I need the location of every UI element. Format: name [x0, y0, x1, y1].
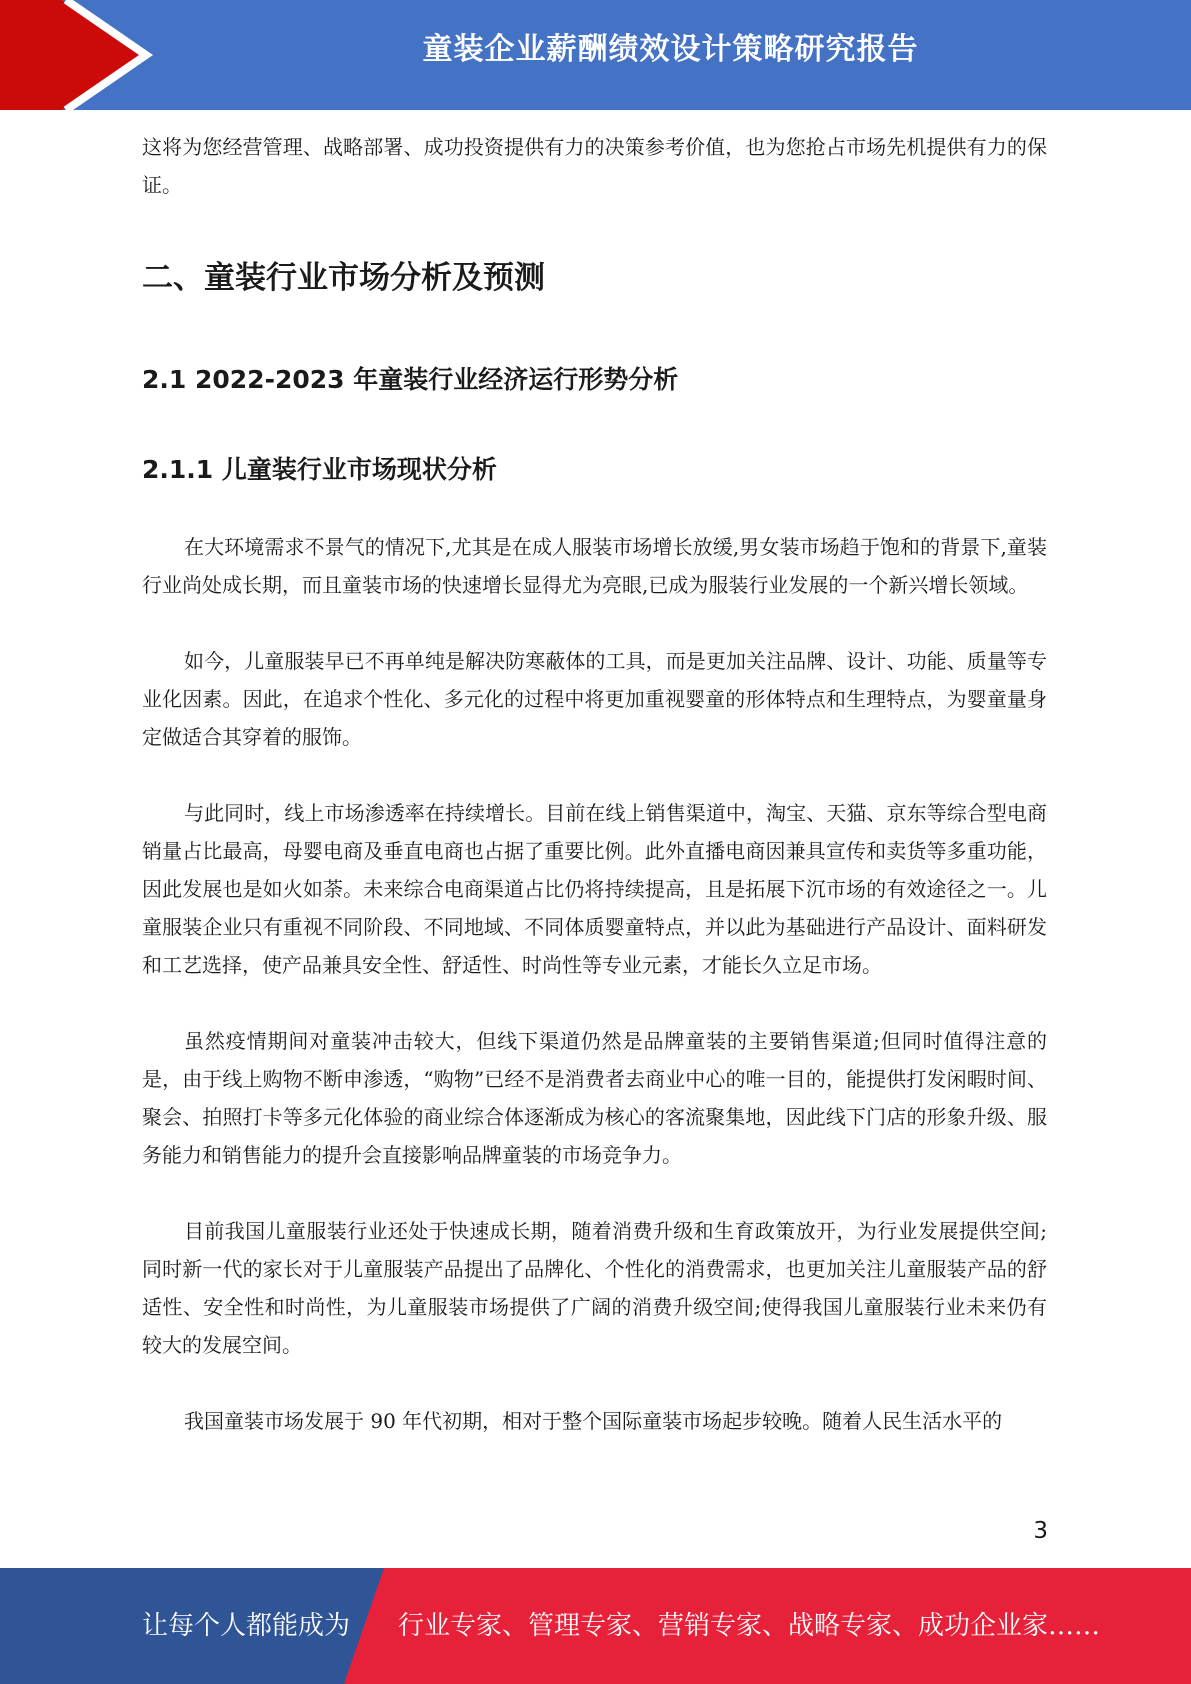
- section-heading: 二、童装行业市场分析及预测: [142, 260, 545, 296]
- page-number: 3: [1033, 1518, 1048, 1544]
- footer-slogan-right: 行业专家、管理专家、营销专家、战略专家、成功企业家……: [398, 1611, 1101, 1641]
- body-paragraph: 目前我国儿童服装行业还处于快速成长期，随着消费升级和生育政策放开，为行业发展提供空间;同时新一代的家长对于儿童服装产品提出了品牌化、个性化的消费需求，也更加关注儿童服装产品的舒适性、安全性和时尚性，为儿童服装市场提供了广阔的消费升级空间;使得我国儿童服装行业未来仍有较大的发展空间。: [142, 1219, 1047, 1357]
- body-paragraph: 与此同时，线上市场渗透率在持续增长。目前在线上销售渠道中，淘宝、天猫、京东等综合型电商销量占比最高，母婴电商及垂直电商也占据了重要比例。此外直播电商因兼具宣传和卖货等多重功能，因此发展也是如火如荼。未来综合电商渠道占比仍将持续提高，且是拓展下沉市场的有效途径之一。儿童服装企业只有重视不同阶段、不同地域、不同体质婴童特点，并以此为基础进行产品设计、面料研发和工艺选择，使产品兼具安全性、舒适性、时尚性等专业元素，才能长久立足市场。: [142, 801, 1047, 977]
- page-footer: [0, 1568, 1191, 1684]
- page-header: [0, 0, 1191, 110]
- subsubsection-heading: 2.1.1 儿童装行业市场现状分析: [142, 455, 497, 484]
- intro-block: [142, 128, 1047, 204]
- intro-paragraph: 这将为您经营管理、战略部署、成功投资提供有力的决策参考价值，也为您抢占市场先机提供有力的保证。: [142, 135, 1047, 197]
- body-text: [142, 528, 1047, 1440]
- report-title: 童装企业薪酬绩效设计策略研究报告: [422, 32, 919, 67]
- arrow-decoration-icon: [0, 0, 160, 110]
- body-paragraph: 虽然疫情期间对童装冲击较大，但线下渠道仍然是品牌童装的主要销售渠道;但同时值得注意的是，由于线上购物不断申渗透，“购物”已经不是消费者去商业中心的唯一目的，能提供打发闲暇时间、聚会、拍照打卡等多元化体验的商业综合体逐渐成为核心的客流聚集地，因此线下门店的形象升级、服务能力和销售能力的提升会直接影响品牌童装的市场竞争力。: [142, 1029, 1047, 1167]
- body-paragraph: 我国童装市场发展于 90 年代初期，相对于整个国际童装市场起步较晚。随着人民生活水平的: [184, 1409, 1003, 1433]
- body-paragraph: 在大环境需求不景气的情况下,尤其是在成人服装市场增长放缓,男女装市场趋于饱和的背景下,童装行业尚处成长期，而且童装市场的快速增长显得尤为亮眼,已成为服装行业发展的一个新兴增长领域。: [142, 535, 1047, 597]
- body-paragraph: 如今，儿童服装早已不再单纯是解决防寒蔽体的工具，而是更加关注品牌、设计、功能、质量等专业化因素。因此，在追求个性化、多元化的过程中将更加重视婴童的形体特点和生理特点，为婴童量身定做适合其穿着的服饰。: [142, 649, 1047, 749]
- footer-slogan-left: 让每个人都能成为: [142, 1611, 351, 1641]
- subsection-heading: 2.1 2022-2023 年童装行业经济运行形势分析: [142, 365, 679, 394]
